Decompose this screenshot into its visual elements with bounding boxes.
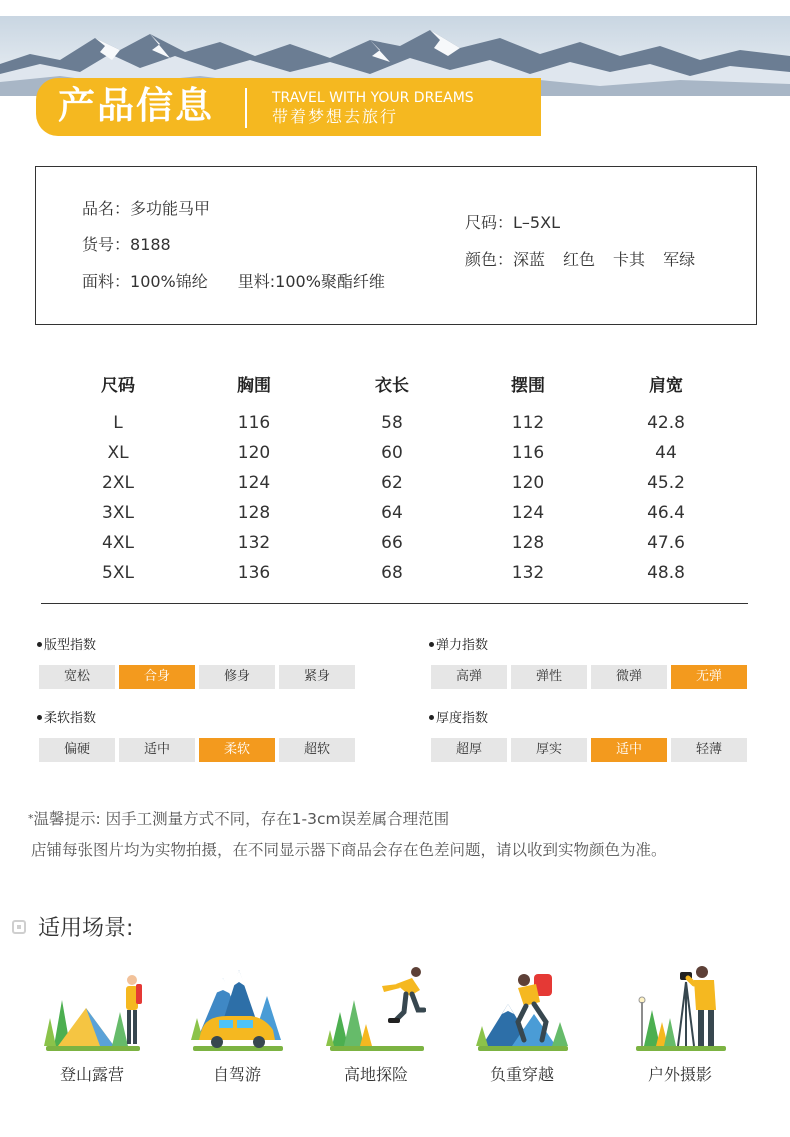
fabric-value: 100%锦纶 bbox=[130, 272, 208, 291]
product-code-line bbox=[82, 234, 171, 256]
table-row bbox=[40, 528, 748, 558]
table-header-cell: 衣长 bbox=[375, 376, 409, 396]
table-row bbox=[40, 438, 748, 468]
table-divider bbox=[41, 603, 748, 604]
table-cell: 68 bbox=[381, 563, 403, 583]
table-cell: 64 bbox=[381, 503, 403, 523]
table-row bbox=[40, 498, 748, 528]
color-label: 颜色： bbox=[465, 250, 514, 269]
thickness-index-option: 适中 bbox=[591, 738, 667, 762]
table-cell: 4XL bbox=[102, 533, 134, 553]
table-cell: 47.6 bbox=[647, 533, 685, 553]
bullet-icon bbox=[429, 642, 434, 647]
road-trip-car-icon bbox=[187, 960, 287, 1054]
color-option: 红色 bbox=[563, 250, 596, 269]
header-banner bbox=[0, 0, 790, 140]
table-header-cell: 摆围 bbox=[511, 376, 545, 396]
table-cell: 120 bbox=[511, 473, 545, 493]
product-info-box bbox=[35, 166, 757, 325]
subtitle-english: TRAVEL WITH YOUR DREAMS bbox=[272, 90, 474, 106]
subtitle-chinese: 带着梦想去旅行 bbox=[272, 107, 399, 126]
color-line bbox=[465, 249, 695, 271]
photographer-tripod-icon bbox=[630, 960, 730, 1054]
table-cell: XL bbox=[107, 443, 129, 463]
square-bullet-icon bbox=[12, 920, 26, 934]
fabric-line bbox=[82, 271, 385, 293]
table-cell: 128 bbox=[511, 533, 545, 553]
scene-label: 登山露营 bbox=[59, 1065, 124, 1084]
thickness-index-title: 厚度指数 bbox=[429, 710, 488, 728]
table-cell: 42.8 bbox=[647, 413, 685, 433]
page-title: 产品信息 bbox=[58, 84, 214, 127]
highland-jump-icon bbox=[326, 960, 426, 1054]
bullet-icon bbox=[37, 715, 42, 720]
scene-label: 高地探险 bbox=[343, 1065, 408, 1084]
table-cell: 66 bbox=[381, 533, 403, 553]
elasticity-index-option: 微弹 bbox=[591, 665, 667, 689]
softness-index-option: 偏硬 bbox=[39, 738, 115, 762]
fit-index-option: 宽松 bbox=[39, 665, 115, 689]
title-divider bbox=[245, 88, 247, 128]
fit-index-option: 紧身 bbox=[279, 665, 355, 689]
backpacking-hike-icon bbox=[472, 960, 572, 1054]
elasticity-index-option: 高弹 bbox=[431, 665, 507, 689]
scenes-title-text: 适用场景: bbox=[38, 916, 134, 941]
table-cell: 45.2 bbox=[647, 473, 685, 493]
color-option: 卡其 bbox=[613, 250, 646, 269]
softness-index-option: 柔软 bbox=[199, 738, 275, 762]
table-cell: 46.4 bbox=[647, 503, 685, 523]
thickness-index-option: 轻薄 bbox=[671, 738, 747, 762]
scene-outdoor-photography bbox=[620, 960, 740, 1084]
elasticity-index-option: 弹性 bbox=[511, 665, 587, 689]
size-range-label: 尺码： bbox=[465, 213, 514, 232]
scene-backpacking bbox=[462, 960, 582, 1084]
softness-index-option: 适中 bbox=[119, 738, 195, 762]
product-name-line bbox=[82, 198, 210, 220]
table-cell: 136 bbox=[237, 563, 271, 583]
bullet-icon bbox=[429, 715, 434, 720]
scene-road-trip bbox=[177, 960, 297, 1084]
table-cell: 116 bbox=[511, 443, 545, 463]
product-name-value: 多功能马甲 bbox=[130, 199, 211, 218]
table-cell: 124 bbox=[511, 503, 545, 523]
table-cell: 3XL bbox=[102, 503, 134, 523]
bullet-icon bbox=[37, 642, 42, 647]
table-cell: 132 bbox=[237, 533, 271, 553]
fit-index-title: 版型指数 bbox=[37, 637, 96, 655]
softness-index-title: 柔软指数 bbox=[37, 710, 96, 728]
table-header-cell: 胸围 bbox=[237, 376, 271, 396]
elasticity-index-option: 无弹 bbox=[671, 665, 747, 689]
measurement-note-text: 温馨提示: 因手工测量方式不同，存在1-3cm误差属合理范围 bbox=[33, 810, 450, 828]
product-code-label: 货号： bbox=[82, 235, 131, 254]
fabric-label: 面料： bbox=[82, 272, 131, 291]
camping-icon bbox=[42, 960, 142, 1054]
scene-label: 自驾游 bbox=[212, 1065, 261, 1084]
scene-label: 户外摄影 bbox=[647, 1065, 712, 1084]
elasticity-index-title: 弹力指数 bbox=[429, 637, 488, 655]
thickness-index-option: 超厚 bbox=[431, 738, 507, 762]
scene-label: 负重穿越 bbox=[489, 1065, 554, 1084]
table-cell: 124 bbox=[237, 473, 271, 493]
scene-camping bbox=[32, 960, 152, 1084]
table-cell: L bbox=[113, 413, 123, 433]
table-cell: 132 bbox=[511, 563, 545, 583]
measurement-note bbox=[28, 808, 449, 830]
table-cell: 116 bbox=[237, 413, 271, 433]
table-cell: 48.8 bbox=[647, 563, 685, 583]
lining-value: 100%聚酯纤维 bbox=[275, 272, 385, 291]
color-difference-note: 店铺每张图片均为实物拍摄，在不同显示器下商品会存在色差问题，请以收到实物颜色为准。 bbox=[31, 841, 667, 859]
table-header-cell: 肩宽 bbox=[649, 376, 683, 396]
fit-index-option: 合身 bbox=[119, 665, 195, 689]
color-option: 深蓝 bbox=[513, 250, 546, 269]
table-cell: 44 bbox=[655, 443, 677, 463]
table-header-cell: 尺码 bbox=[101, 376, 135, 396]
scene-highland-adventure bbox=[316, 960, 436, 1084]
size-range-value: L–5XL bbox=[513, 213, 560, 232]
product-code-value: 8188 bbox=[130, 235, 171, 254]
size-range-line bbox=[465, 212, 560, 234]
table-cell: 112 bbox=[511, 413, 545, 433]
table-cell: 58 bbox=[381, 413, 403, 433]
note-star: * bbox=[28, 812, 34, 825]
table-cell: 128 bbox=[237, 503, 271, 523]
table-cell: 2XL bbox=[102, 473, 134, 493]
table-cell: 62 bbox=[381, 473, 403, 493]
table-header-row bbox=[40, 371, 748, 401]
color-option: 军绿 bbox=[663, 250, 696, 269]
softness-index-option: 超软 bbox=[279, 738, 355, 762]
table-row bbox=[40, 408, 748, 438]
table-row bbox=[40, 558, 748, 588]
thickness-index-option: 厚实 bbox=[511, 738, 587, 762]
scenes-title bbox=[12, 914, 133, 944]
table-row bbox=[40, 468, 748, 498]
fit-index-option: 修身 bbox=[199, 665, 275, 689]
table-cell: 120 bbox=[237, 443, 271, 463]
table-cell: 5XL bbox=[102, 563, 134, 583]
table-cell: 60 bbox=[381, 443, 403, 463]
lining-label: 里料: bbox=[237, 272, 276, 291]
product-name-label: 品名： bbox=[82, 199, 131, 218]
